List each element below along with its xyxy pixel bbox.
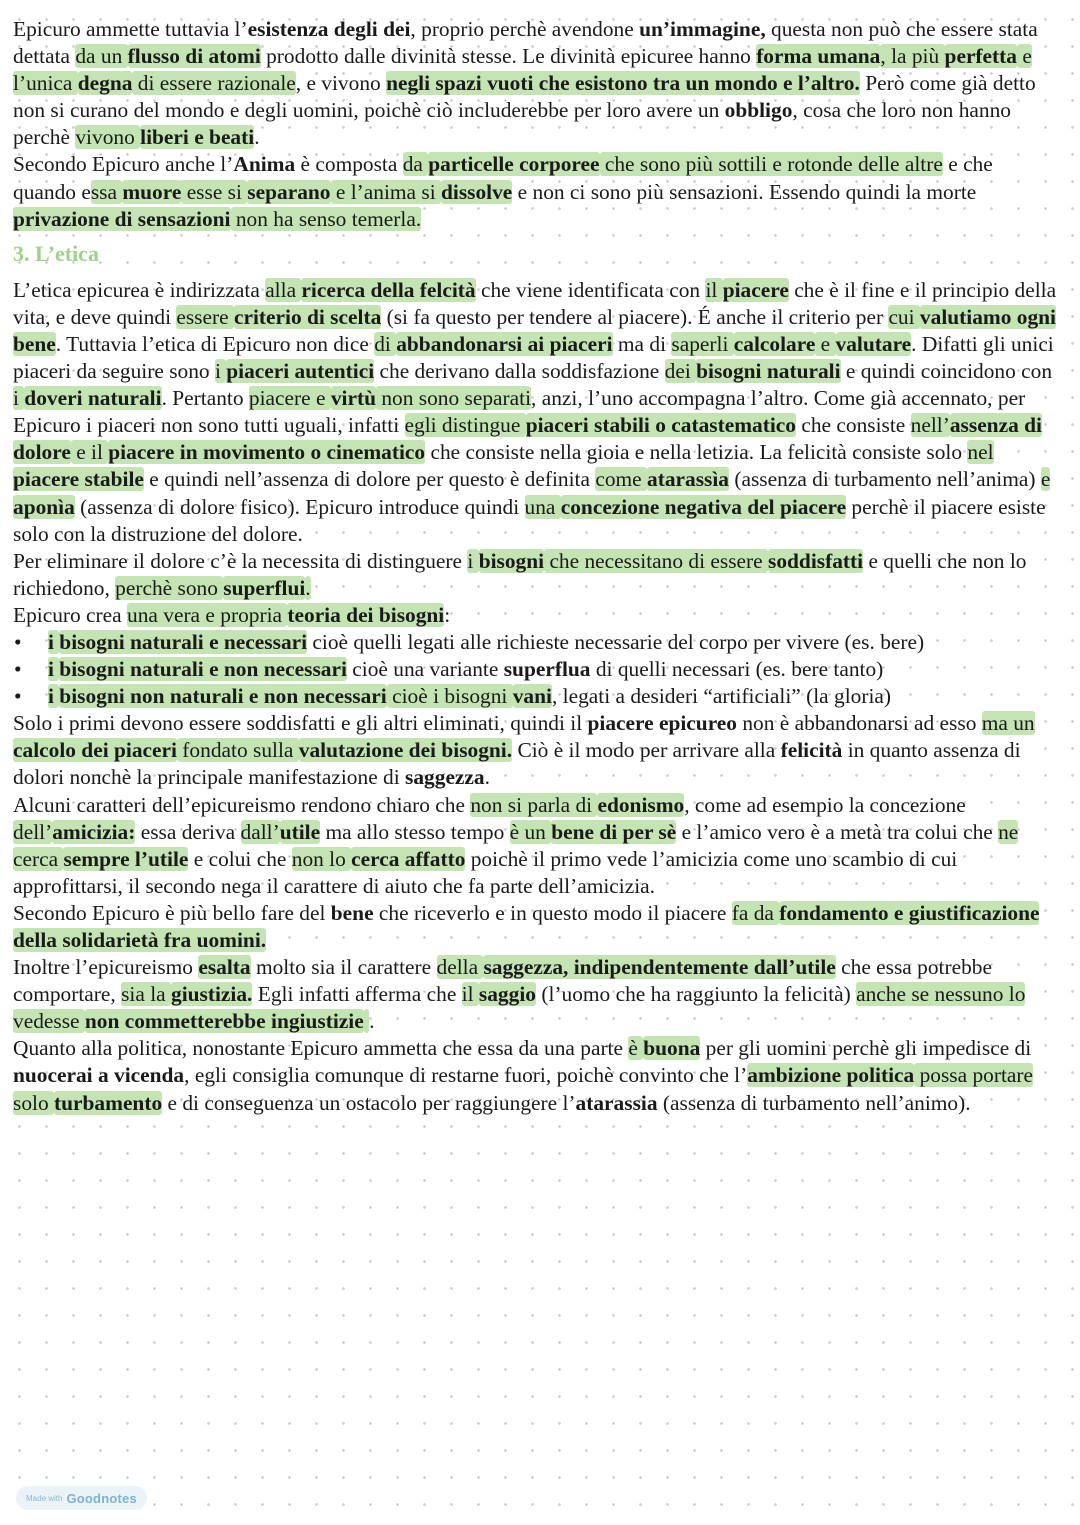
text-run: . Difatti gli unici piaceri da seguire sono <box>13 331 1054 384</box>
highlighted-text: di <box>374 331 397 356</box>
highlighted-bold-text: calcolare <box>733 331 816 356</box>
text-run: , come ad esempio la concezione <box>684 792 966 817</box>
text-run: che viene identificata con <box>475 277 706 302</box>
highlighted-bold-text: sempre l’utile <box>63 846 189 871</box>
text-run: Inoltre l’epicureismo <box>13 955 199 980</box>
highlighted-text: non lo <box>291 846 352 871</box>
highlighted-bold-text: valutazione dei bisogni. <box>298 738 513 763</box>
document-page <box>13 16 1058 1117</box>
bold-text: un’immagine, <box>639 17 766 41</box>
highlighted-text: e il <box>70 440 109 465</box>
highlighted-bold-text: piacere <box>722 277 789 302</box>
highlighted-bold-text: forma umana <box>756 44 881 69</box>
highlighted-text: il <box>461 982 479 1007</box>
highlighted-text: non ha senso temerla. <box>230 206 422 231</box>
text-run: , egli consiglia comunque di restarne fuori, poichè convinto che l’ <box>184 1063 748 1088</box>
highlighted-bold-text: aponìa <box>13 494 75 519</box>
text-run: che riceverlo e in questo modo il piacere <box>373 900 732 925</box>
bullet-icon: • <box>14 684 22 709</box>
highlighted-text: che sono più sottili e rotonde delle altre <box>599 152 943 177</box>
goodnotes-badge <box>16 1486 147 1510</box>
text-run: (assenza di turbamento nell’animo). <box>657 1090 971 1115</box>
text-run: Secondo Epicuro è più bello fare del <box>13 900 331 925</box>
highlighted-text: di essere razionale <box>132 71 296 96</box>
highlighted-bold-text: criterio di scelta <box>233 304 382 329</box>
text-run: . <box>484 765 490 790</box>
highlighted-bold-text: concezione negativa del piacere <box>560 494 847 519</box>
highlighted-bold-text: ambizione politica <box>747 1063 915 1088</box>
highlighted-text: i <box>214 359 227 384</box>
text-run: per gli uomini perchè gli impedisce di <box>700 1036 1032 1061</box>
highlighted-bold-text: non commetterebbe ingiustizie <box>84 1009 364 1034</box>
highlighted-text: non sono separati <box>375 386 532 411</box>
text-run: . Pertanto <box>161 386 249 411</box>
text-run: prodotto dalle divinità stesse. Le divinità epicuree hanno <box>260 44 757 69</box>
paragraph <box>13 277 1058 548</box>
highlighted-text: e <box>815 331 836 356</box>
highlighted-bold-text: privazione di sensazioni <box>13 206 231 231</box>
highlighted-bold-text: vani <box>512 684 552 709</box>
needs-list <box>13 629 1058 710</box>
highlighted-bold-text: bene di per sè <box>551 819 677 844</box>
highlighted-text: esse si <box>181 179 248 204</box>
paragraph <box>13 954 1058 1035</box>
text-run: cioè quelli legati alle richieste necessarie del corpo per vivere (es. bere) <box>307 629 925 654</box>
highlighted-bold-text: bisogni non naturali e non necessari <box>59 684 387 709</box>
highlighted-bold-text: buona <box>643 1036 701 1061</box>
list-item <box>13 629 1058 656</box>
highlighted-text: non si parla di <box>470 792 598 817</box>
highlighted-text: una vera e propria <box>127 602 288 627</box>
highlighted-bold-text: saggio <box>478 982 536 1007</box>
section-gods-and-soul <box>13 16 1058 233</box>
text-run: , anzi, l’uno accompagna l’altro. Come già accennato, per Epicuro i piaceri non sono tutti uguali, infatti <box>13 386 1026 438</box>
text-run: Epicuro ammette tuttavia l’ <box>13 17 248 41</box>
text-run: e l’amico vero è a metà tra colui che <box>676 819 999 844</box>
text-run: Ciò è il modo per arrivare alla <box>512 738 781 763</box>
highlighted-text: della <box>436 955 484 980</box>
highlighted-text: i <box>13 386 25 411</box>
bold-text: Anima <box>233 152 296 177</box>
text-run: e di conseguenza un ostacolo per raggiungere l’ <box>162 1090 576 1115</box>
highlighted-text: possa portare solo <box>13 1063 1034 1115</box>
text-run: Alcuni caratteri dell’epicureismo rendono chiaro che <box>13 792 471 817</box>
paragraph <box>13 792 1058 900</box>
paragraph <box>13 710 1058 791</box>
section-heading: 3. L’etica <box>13 240 99 266</box>
highlighted-bold-text: bisogni naturali e necessari <box>59 629 308 654</box>
text-run: Secondo Epicuro anche l’ <box>13 152 234 177</box>
text-run: (l’uomo che ha raggiunto la felicità) <box>535 982 857 1007</box>
paragraph <box>13 548 1058 602</box>
bullet-icon: • <box>14 629 22 654</box>
bold-text: superflua <box>503 657 591 682</box>
highlighted-bold-text: bisogni naturali <box>696 359 841 384</box>
highlighted-text: ma un <box>981 711 1035 736</box>
text-run: non è abbandonarsi ad esso <box>737 711 982 736</box>
text-run: Per eliminare il dolore c’è la necessita di distinguere <box>13 548 468 573</box>
highlighted-bold-text: amicizia: <box>52 819 136 844</box>
highlighted-bold-text: utile <box>279 819 321 844</box>
text-run: cioè una variante <box>346 657 504 682</box>
highlighted-text: . <box>305 575 311 600</box>
text-run: molto sia il carattere <box>250 955 437 980</box>
text-run: questa non può che essere stata dettata <box>13 17 1038 69</box>
bold-text: esistenza degli dei <box>247 17 411 41</box>
highlighted-bold-text: muore <box>122 179 182 204</box>
text-run: e quindi coincidono con <box>840 359 1053 384</box>
highlighted-bold-text: atarassìa <box>647 467 730 492</box>
list-item <box>13 656 1058 683</box>
highlighted-text: perchè sono <box>115 575 224 600</box>
highlighted-text: nel <box>967 440 994 465</box>
list-item <box>13 683 1058 710</box>
highlighted-text: i <box>467 548 479 573</box>
paragraph <box>13 16 1058 151</box>
highlighted-text: saperli <box>671 331 734 356</box>
text-run: (assenza di dolore fisico). Epicuro introduce quindi <box>74 494 525 519</box>
bold-text: bene <box>330 900 374 925</box>
text-run: e non ci sono più sensazioni. Essendo quindi la morte <box>512 179 977 204</box>
highlighted-text: sia la <box>121 982 171 1007</box>
text-run: perchè il piacere esiste solo con la distruzione del dolore. <box>13 494 1046 546</box>
highlighted-bold-text: i <box>48 684 60 709</box>
highlighted-text: cui <box>888 304 920 329</box>
highlighted-bold-text: virtù <box>330 386 376 411</box>
highlighted-text: e l’anima si <box>330 179 441 204</box>
highlighted-text: come <box>595 467 648 492</box>
text-run: . <box>369 1009 375 1034</box>
highlighted-bold-text: ricerca della felcità <box>301 277 476 302</box>
section-ethics-continued <box>13 710 1058 1116</box>
highlighted-bold-text: i <box>48 629 60 654</box>
text-run: essa deriva <box>135 819 241 844</box>
text-run: che consiste nella gioia e nella letizia. La felicità consiste solo <box>425 440 968 465</box>
highlighted-text: e <box>1040 467 1051 492</box>
bold-text: obbligo <box>724 98 793 123</box>
text-run: Egli infatti afferma che <box>252 982 462 1007</box>
highlighted-text: è un <box>509 819 552 844</box>
text-run: ma di <box>612 331 672 356</box>
text-run: Quanto alla politica, nonostante Epicuro ammetta che essa da una parte <box>13 1036 629 1061</box>
highlighted-bold-text: calcolo dei piaceri <box>13 738 177 763</box>
text-run: , cosa che loro non hanno perchè <box>13 98 1011 150</box>
bold-text: saggezza <box>405 765 485 790</box>
highlighted-text: dei <box>664 359 697 384</box>
highlighted-bold-text: flusso di atomi <box>127 44 261 69</box>
highlighted-bold-text: abbandonarsi ai piaceri <box>396 331 613 356</box>
text-run: Però come già detto non si curano del mondo e degli uomini, poichè ciò includerebbe per loro avere un <box>13 71 1036 123</box>
highlighted-text: ssa <box>90 179 123 204</box>
highlighted-bold-text: edonismo <box>597 792 685 817</box>
highlighted-bold-text: teoria dei bisogni <box>287 602 445 627</box>
highlighted-bold-text: assenza di dolore <box>13 413 1042 465</box>
highlighted-bold-text: valutiamo ogni bene <box>13 304 1057 356</box>
text-run: , legati a desideri “artificiali” (la gloria) <box>551 684 892 709</box>
highlighted-text: piacere e <box>248 386 331 411</box>
highlighted-text: cioè i bisogni <box>386 684 513 709</box>
highlighted-text: egli distingue <box>404 413 526 438</box>
paragraph <box>13 602 1058 629</box>
text-run: Solo i primi devono essere soddisfatti e gli altri eliminati, quindi il <box>13 711 588 736</box>
text-run: (assenza di turbamento nell’anima) <box>729 467 1041 492</box>
text-run: che è il fine e il principio della vita, e deve quindi <box>13 277 1057 329</box>
highlighted-text: ne cerca <box>13 819 1019 871</box>
text-run: poichè il primo vede l’amicizia come uno scambio di cui approfittarsi, il secondo nega il carattere di aiuto che fa parte dell’amicizia. <box>13 846 958 898</box>
highlighted-text: , la più <box>880 44 945 69</box>
highlighted-bold-text: valutare <box>835 331 912 356</box>
highlighted-bold-text: bisogni <box>478 548 545 573</box>
highlighted-bold-text: degna <box>77 71 133 96</box>
highlighted-text: e l’unica <box>13 44 1032 96</box>
text-run: che derivano dalla soddisfazione <box>374 359 665 384</box>
text-run: . Tuttavia l’etica di Epicuro non dice <box>55 331 375 356</box>
highlighted-bold-text: bisogni naturali e non necessari <box>59 657 347 682</box>
highlighted-bold-text: separano <box>247 179 331 204</box>
paragraph <box>13 151 1058 232</box>
bold-text: felicità <box>780 738 843 763</box>
highlighted-text: il <box>705 277 723 302</box>
paragraph <box>13 1035 1058 1116</box>
highlighted-bold-text: dissolve <box>440 179 513 204</box>
highlighted-bold-text: piacere stabile <box>13 467 144 492</box>
highlighted-bold-text: i <box>48 657 60 682</box>
text-run: è composta <box>295 152 403 177</box>
highlighted-text: alla <box>265 277 302 302</box>
highlighted-text: dall’ <box>240 819 280 844</box>
highlighted-text: una <box>524 494 561 519</box>
highlighted-bold-text: turbamento <box>54 1090 163 1115</box>
highlighted-bold-text: perfetta <box>944 44 1017 69</box>
text-run: e colui che <box>188 846 292 871</box>
bold-text: nuocerai a vicenda <box>13 1063 185 1088</box>
text-run: (si fa questo per tendere al piacere). É anche il criterio per <box>381 304 889 329</box>
text-run: e quindi nell’assenza di dolore per questo è definita <box>143 467 596 492</box>
paragraph <box>13 900 1058 954</box>
text-run: , proprio perchè avendone <box>410 17 640 41</box>
badge-made-with: Made with <box>26 1493 63 1503</box>
highlighted-bold-text: giustizia. <box>171 982 253 1007</box>
highlighted-bold-text: superflui <box>223 575 306 600</box>
highlighted-text: che necessitano di essere <box>544 548 769 573</box>
highlighted-bold-text: piaceri autentici <box>226 359 375 384</box>
highlighted-text: essere <box>176 304 234 329</box>
highlighted-bold-text: doveri naturali <box>24 386 162 411</box>
text-run: , e vivono <box>295 71 387 96</box>
highlighted-text: fa da <box>731 900 780 925</box>
bold-text: piacere epicureo <box>587 711 737 736</box>
bullet-icon: • <box>14 657 22 682</box>
highlighted-text: dell’ <box>13 819 53 844</box>
bold-text: atarassia <box>575 1090 658 1115</box>
text-run: in quanto assenza di dolori nonchè la principale manifestazione di <box>13 738 1021 790</box>
text-run: Epicuro crea <box>13 602 128 627</box>
highlighted-bold-text: piacere in movimento o cinematico <box>108 440 426 465</box>
highlighted-text: da un <box>75 44 128 69</box>
highlighted-bold-text: soddisfatti <box>768 548 864 573</box>
highlighted-bold-text: saggezza, indipendentemente dall’utile <box>483 955 836 980</box>
text-run: ma allo stesso tempo <box>320 819 510 844</box>
text-run: L’etica epicurea è indirizzata <box>13 277 266 302</box>
goodnotes-logo-text: Goodnotes <box>66 1490 137 1506</box>
text-run: che consiste <box>796 413 911 438</box>
highlighted-bold-text: esalta <box>198 955 251 980</box>
highlighted-bold-text: liberi e beati <box>140 125 255 150</box>
highlighted-bold-text: particelle corporee <box>428 152 600 177</box>
highlighted-bold-text: fondamento e giustificazione della solidarietà fra uomini. <box>13 900 1040 952</box>
highlighted-text: da <box>402 152 429 177</box>
highlighted-bold-text: piaceri stabili o catastematico <box>525 413 796 438</box>
highlighted-bold-text: cerca affatto <box>351 846 466 871</box>
highlighted-text: vivono <box>75 125 141 150</box>
section-ethics <box>13 277 1058 629</box>
highlighted-text: nell’ <box>910 413 950 438</box>
text-run: di quelli necessari (es. bere tanto) <box>590 657 884 682</box>
highlighted-text: fondato sulla <box>176 738 299 763</box>
text-run: e che quando e <box>13 152 993 204</box>
highlighted-bold-text: negli spazi vuoti che esistono tra un mondo e l’altro. <box>386 71 860 96</box>
highlighted-text: anche se nessuno lo vedesse <box>13 982 1026 1034</box>
text-run: e quelli che non lo richiedono, <box>13 548 1027 600</box>
text-run: : <box>444 602 451 627</box>
text-run: . <box>254 125 260 150</box>
highlighted-text: è <box>628 1036 644 1061</box>
text-run: che essa potrebbe comportare, <box>13 955 992 1007</box>
